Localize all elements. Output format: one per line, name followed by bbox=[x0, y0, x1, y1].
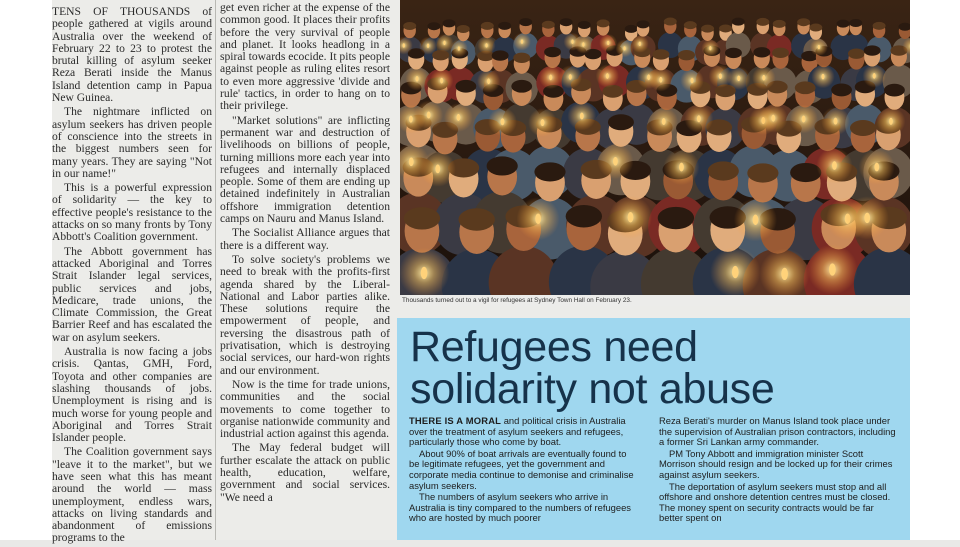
person-hair bbox=[637, 20, 650, 28]
paragraph bbox=[409, 416, 639, 448]
person-hair bbox=[542, 21, 555, 29]
candle-flame bbox=[690, 78, 693, 84]
paragraph: TENS OF THOUSANDS of people gathered at vigils around Australia over the weekend of February 22 to 23 to protest the brutal killing of asylum seeker Reza Berati inside the Manus Island detention camp in Papua New Guinea. bbox=[52, 5, 212, 105]
candle-flame bbox=[427, 44, 429, 48]
candle-flame bbox=[834, 118, 838, 125]
article-column-1 bbox=[52, 6, 212, 547]
feature-headline bbox=[410, 323, 900, 413]
person-hair bbox=[831, 84, 852, 97]
person-hair bbox=[511, 80, 532, 93]
person-hair bbox=[403, 22, 416, 30]
paragraph: To solve society's problems we need to break with the profits-first agenda shared by the Liberal-National and Labor parties alike. These solutions require the empowerment of people, and reversing the disastrous path of privatisation, which is destroying social services, our hard-won rights and our environment. bbox=[220, 252, 390, 377]
candle-flame bbox=[607, 41, 609, 45]
candle-flame bbox=[580, 112, 584, 119]
person-hair bbox=[747, 163, 778, 182]
candle-flame bbox=[753, 215, 759, 226]
person-hair bbox=[773, 20, 786, 28]
candle-flame bbox=[485, 43, 487, 47]
candle-flame bbox=[409, 116, 413, 123]
candle-flame bbox=[501, 118, 505, 125]
candle-flame bbox=[487, 78, 490, 84]
candle-flame bbox=[427, 111, 431, 118]
person-hair bbox=[566, 205, 602, 227]
photo-caption: Thousands turned out to a vigil for refugees at Sydney Town Hall on February 23. bbox=[400, 296, 912, 306]
candle-flame bbox=[864, 213, 870, 224]
person-hair bbox=[560, 18, 573, 26]
candle-flame bbox=[613, 157, 618, 166]
candle-flame bbox=[443, 41, 445, 45]
column-divider bbox=[215, 0, 216, 540]
person-hair bbox=[850, 120, 876, 136]
candle-flame bbox=[781, 268, 788, 280]
feature-column-1 bbox=[409, 416, 639, 525]
candle-flame bbox=[829, 263, 836, 275]
candle-flame bbox=[832, 161, 837, 170]
candle-flame bbox=[818, 45, 820, 49]
candle-flame bbox=[458, 46, 460, 50]
article-column-2 bbox=[220, 2, 390, 506]
paragraph: The Coalition government says "leave it to the market", but we have seen what this has meant around the world — mass unemployment, endless wars, attacks on living standards and abandonment of emissions programs to the bbox=[52, 445, 212, 545]
candle-flame bbox=[697, 115, 701, 122]
person-hair bbox=[678, 50, 695, 60]
candle-flame bbox=[535, 213, 541, 224]
candle-flame bbox=[737, 75, 740, 81]
candle-flame bbox=[606, 73, 609, 79]
person-hair bbox=[608, 114, 634, 130]
candle-flame bbox=[549, 75, 552, 81]
person-hair bbox=[732, 18, 745, 26]
page-margin bbox=[0, 0, 52, 540]
candle-flame bbox=[874, 163, 879, 172]
person-hair bbox=[652, 49, 669, 59]
person-hair bbox=[797, 18, 810, 26]
candle-flame bbox=[628, 212, 634, 223]
candle-flame bbox=[771, 115, 775, 122]
candle-flame bbox=[821, 74, 824, 80]
person-hair bbox=[455, 80, 476, 93]
person-hair bbox=[457, 25, 470, 33]
paragraph: The deportation of asylum seekers must stop and all offshore and onshore detention centres must be closed. The money spent on security contracts would be far better spent on bbox=[659, 480, 891, 524]
lead-in: THERE IS A MORAL bbox=[409, 415, 502, 426]
person-hair bbox=[884, 84, 905, 97]
person-hair bbox=[849, 19, 862, 27]
candle-flame bbox=[435, 164, 440, 173]
paragraph: About 90% of boat arrivals are eventually found to be legitimate refugees, yet the government and corporate media continue to demonise and criminalise asylum seekers. bbox=[409, 447, 634, 491]
candle-flame bbox=[582, 42, 584, 46]
person-hair bbox=[708, 161, 739, 180]
paragraph: PM Tony Abbott and immigration minister Scott Morrison should resign and be locked up for their crimes against asylum seekers. bbox=[659, 447, 893, 480]
person-hair bbox=[404, 207, 440, 229]
candle-flame bbox=[541, 119, 545, 126]
person-hair bbox=[701, 25, 714, 33]
paragraph: The numbers of asylum seekers who arrive in Australia is tiny compared to the numbers of refugees who are hosted by much poorer bbox=[409, 491, 631, 524]
feature-box bbox=[397, 318, 910, 540]
lead-text: and political crisis in Australia over the treatment of asylum seekers and refugees, particularly those who come by boat. bbox=[409, 415, 626, 448]
person-hair bbox=[498, 22, 511, 30]
person-hair bbox=[753, 47, 770, 57]
person-hair bbox=[756, 18, 769, 26]
person-hair bbox=[684, 21, 697, 29]
candle-flame bbox=[521, 39, 523, 43]
paragraph: The nightmare inflicted on asylum seekers has driven people of conscience into the streets in the biggest numbers seen for many years. They are saying "Not in our name!" bbox=[52, 105, 212, 180]
candle-flame bbox=[802, 115, 806, 122]
candlelight-vigil-crowd-image bbox=[400, 0, 910, 295]
person-hair bbox=[513, 53, 530, 63]
person-hair bbox=[837, 20, 850, 28]
candle-flame bbox=[421, 267, 428, 279]
headline-line-1: Refugees need bbox=[410, 323, 698, 371]
candle-flame bbox=[403, 43, 405, 47]
candle-flame bbox=[709, 46, 711, 50]
paragraph: get even richer at the expense of the common good. It places their profits before the very survival of people and planet. It looks headlong in a spiral towards ecocide. It pits people against people as ruling elites resort to even more aggressive 'divide and rule' tactics, in order to hang on to their privilege. bbox=[220, 1, 390, 113]
person-hair bbox=[519, 18, 532, 26]
person-hair bbox=[492, 50, 509, 60]
candle-flame bbox=[889, 118, 893, 125]
candle-flame bbox=[415, 76, 418, 82]
person-hair bbox=[625, 25, 638, 33]
person-hair bbox=[809, 24, 822, 32]
person-hair bbox=[597, 19, 610, 27]
feature-column-2 bbox=[659, 416, 897, 525]
person-hair bbox=[848, 48, 865, 58]
candle-flame bbox=[679, 163, 684, 172]
paragraph: Now is the time for trade unions, communities and the social movements to come together to organise nationwide community and industrial action against this agenda. bbox=[220, 377, 390, 441]
candle-flame bbox=[659, 77, 662, 83]
person-hair bbox=[487, 156, 518, 175]
candle-flame bbox=[873, 73, 876, 79]
candle-flame bbox=[457, 114, 461, 121]
person-hair bbox=[873, 22, 886, 30]
person-hair bbox=[719, 24, 732, 32]
person-hair bbox=[795, 81, 816, 94]
candle-flame bbox=[732, 266, 739, 278]
paragraph: The Abbott government has attacked Aboriginal and Torres Strait Islander legal services, public services and jobs, Medicare, trade unions, the Climate Commission, the Great Barrier Reef and has escalated the war on asylum seekers. bbox=[52, 244, 212, 344]
page-margin-right bbox=[910, 0, 960, 540]
candle-flame bbox=[762, 75, 765, 81]
person-hair bbox=[725, 48, 742, 58]
candle-flame bbox=[719, 73, 722, 79]
paragraph: "Market solutions" are inflicting permanent war and destruction of livelihoods on billions of people, turning millions more each year into refugees and internally displaced people. Some of them are ending up detained indefinitely in Australian offshore immigration detention camps on Nauru and Manus Island. bbox=[220, 113, 390, 226]
candle-flame bbox=[569, 74, 572, 80]
person-hair bbox=[658, 207, 694, 229]
person-hair bbox=[772, 48, 789, 58]
paragraph: This is a powerful expression of solidarity — the key to effective people's resistance to the attacks on so many fronts by Tony Abbott's Coalition government. bbox=[52, 181, 212, 244]
candle-flame bbox=[662, 118, 666, 125]
person-hair bbox=[534, 162, 565, 181]
person-hair bbox=[481, 22, 494, 30]
candle-flame bbox=[440, 78, 443, 84]
paragraph: Reza Berati's murder on Manus Island took place under the supervision of Australian prison contractors, including a former Sri Lankan army commander. bbox=[659, 415, 896, 448]
person-hair bbox=[427, 22, 440, 30]
vigil-photo bbox=[400, 0, 910, 295]
paragraph: The Socialist Alliance argues that there is a different way. bbox=[220, 226, 390, 252]
paragraph: The May federal budget will further escalate the attack on public health, education, welfare, government and social services. "We need a bbox=[220, 441, 390, 504]
candle-flame bbox=[571, 40, 573, 44]
person-hair bbox=[664, 18, 677, 26]
person-hair bbox=[578, 21, 591, 29]
person-hair bbox=[544, 47, 561, 57]
person-hair bbox=[864, 45, 881, 55]
candle-flame bbox=[623, 46, 625, 50]
paragraph: Australia is now facing a jobs crisis. Qantas, GMH, Ford, Toyota and other companies are slashing thousands of jobs. Unemployment is rising and is much worse for young people and Aboriginal and Torres Strait Islander people. bbox=[52, 345, 212, 445]
headline-line-2: solidarity not abuse bbox=[410, 365, 775, 413]
candle-flame bbox=[639, 42, 641, 46]
person-hair bbox=[458, 208, 494, 230]
person-hair bbox=[443, 19, 456, 27]
candle-flame bbox=[409, 157, 414, 166]
